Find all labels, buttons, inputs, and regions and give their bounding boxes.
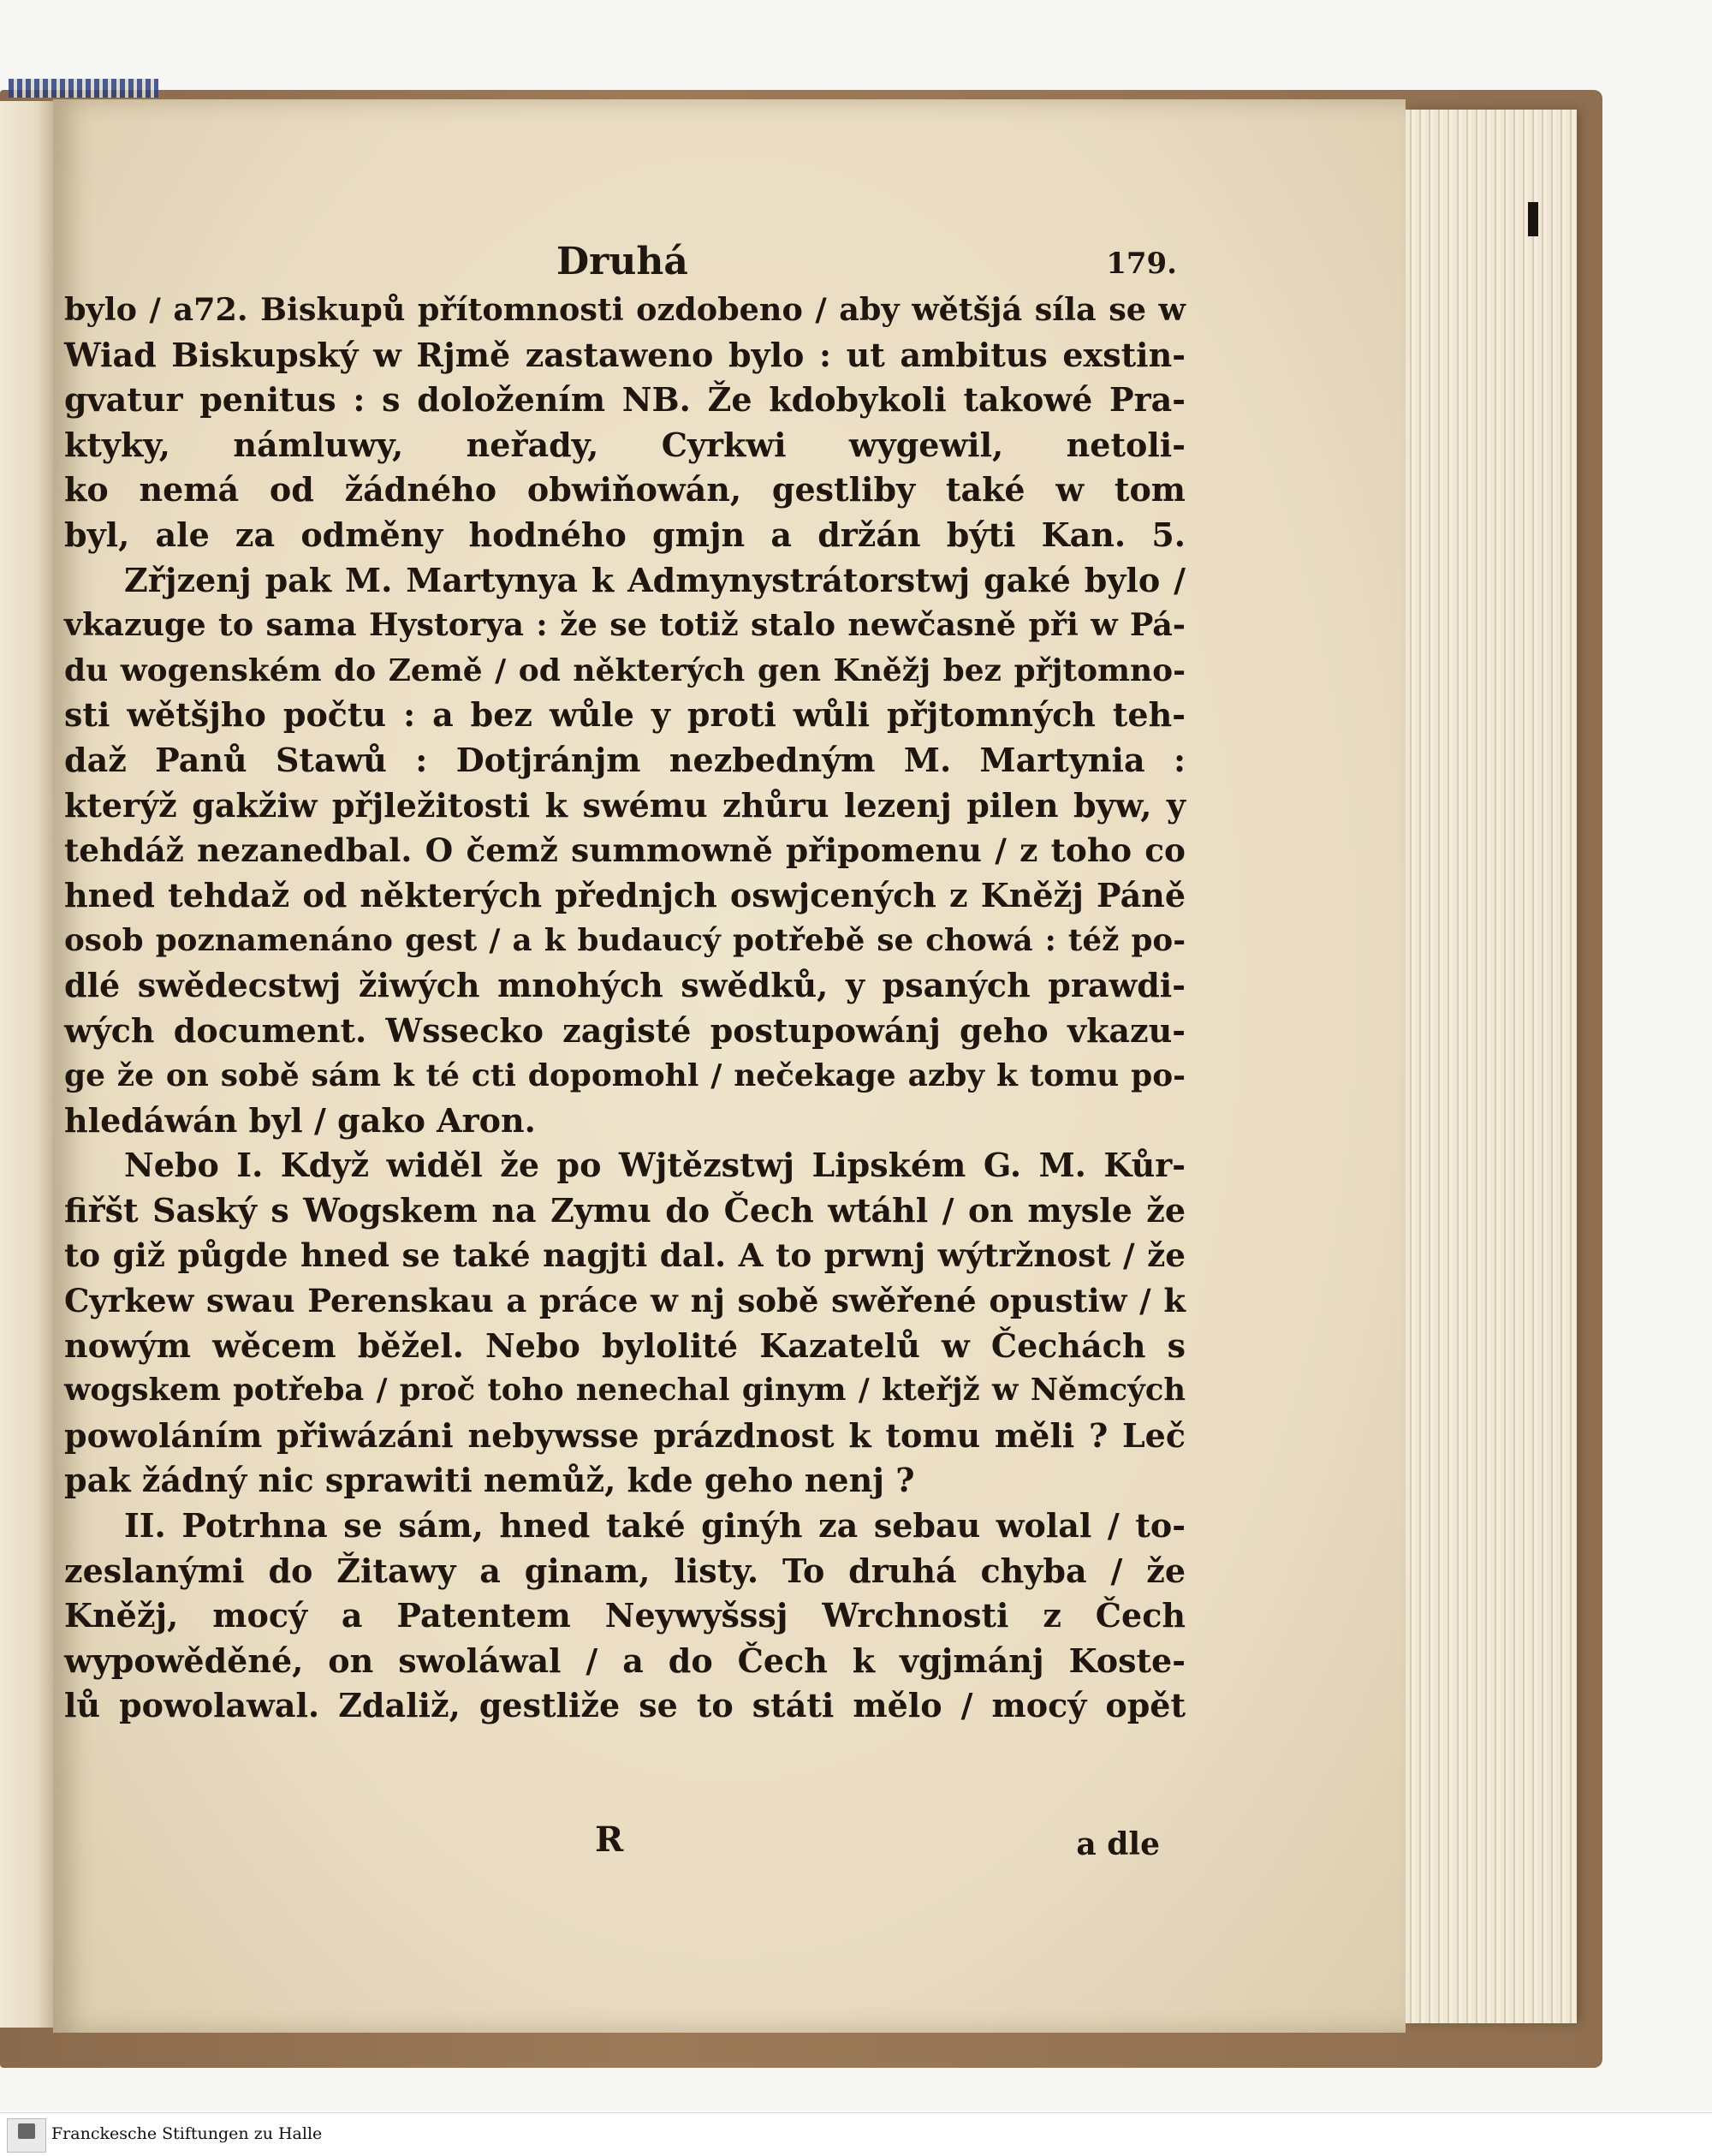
edge-mark: [1528, 202, 1538, 236]
running-head: Druhá: [556, 240, 688, 283]
signature-mark: R: [595, 1819, 624, 1860]
text-line: nowým wěcem běžel. Nebo bylolité Kazatelů w Čechách s: [64, 1325, 1186, 1365]
text-line: Wiad Biskupský w Rjmě zastaweno bylo : ut ambitus exstin-: [64, 335, 1186, 374]
text-line: Cyrkew swau Perenskau a práce w nj sobě swěřené opustiw / k: [64, 1282, 1186, 1320]
text-line: tehdáž nezanedbal. O čemž summowně připomenu / z toho co: [64, 831, 1186, 870]
institution-logo-icon: [7, 2118, 46, 2153]
text-line: wogskem potřeba / proč toho nenechal ginym / kteřjž w Němcých: [64, 1373, 1186, 1409]
text-line: fiřšt Saský s Wogskem na Zymu do Čech wtáhl / on mysle že: [64, 1190, 1186, 1230]
text-line: vkazuge to sama Hystorya : že se totiž stalo newčasně při w Pá-: [64, 606, 1186, 644]
text-line: bylo / a72. Biskupů přítomnosti ozdobeno / aby wětšjá síla se w: [64, 291, 1186, 328]
text-line: wypowěděné, on swoláwal / a do Čech k vgjmánj Koste-: [64, 1641, 1186, 1680]
left-page-edge: [0, 101, 53, 2028]
page-edges: [1406, 110, 1577, 2023]
text-line: II. Potrhna se sám, hned také ginýh za sebau wolal / to-: [124, 1506, 1186, 1546]
text-line: osob poznamenáno gest / a k budaucý potřebě se chowá : též po-: [64, 922, 1186, 959]
catchword: a dle: [1076, 1826, 1160, 1862]
text-line: pak žádný nic sprawiti nemůž, kde geho nenj ?: [64, 1461, 915, 1500]
text-line: gvatur penitus : s doložením NB. Že kdobykoli takowé Pra-: [64, 380, 1186, 420]
text-line: ko nemá od žádného obwiňowán, gestliby také w tom: [64, 470, 1186, 509]
text-line: wých document. Wssecko zagisté postupowánj geho vkazu-: [64, 1010, 1186, 1050]
body-text: [64, 288, 1186, 1729]
text-line: sti wětšjho počtu : a bez wůle y proti wůli přjtomných teh-: [64, 695, 1186, 735]
text-line: Zřjzenj pak M. Martynya k Admynystrátorstwj gaké bylo /: [124, 560, 1186, 599]
text-line: Nebo I. Když widěl že po Wjtězstwj Lipském G. M. Kůr-: [124, 1146, 1186, 1185]
bookmark-ribbon: [9, 79, 158, 98]
institution-name: Franckesche Stiftungen zu Halle: [51, 2124, 323, 2143]
text-line: du wogenském do Země / od některých gen Kněžj bez přjtomno-: [64, 652, 1186, 688]
text-line: to giž půgde hned se také nagjti dal. A to prwnj wýtržnost / že: [64, 1236, 1186, 1275]
page-number: 179.: [1106, 247, 1177, 281]
text-line: Kněžj, mocý a Patentem Neywyšssj Wrchnosti z Čech: [64, 1596, 1186, 1635]
text-line: hledáwán byl / gako Aron.: [64, 1100, 536, 1140]
text-line: ge že on sobě sám k té cti dopomohl / nečekage azby k tomu po-: [64, 1057, 1186, 1094]
text-line: zeslanými do Žitawy a ginam, listy. To druhá chyba / že: [64, 1551, 1186, 1590]
text-line: lů powolawal. Zdaliž, gestliže se to státi mělo / mocý opět: [64, 1686, 1186, 1725]
page-header: [128, 240, 1177, 291]
text-line: daž Panů Stawů : Dotjránjm nezbedným M. Martynia :: [64, 740, 1186, 779]
text-line: kterýž gakžiw přjležitosti k swému zhůru lezenj pilen byw, y: [64, 785, 1186, 825]
text-line: hned tehdaž od některých přednjch oswjcených z Kněžj Páně: [64, 875, 1186, 914]
page-footer: [64, 1819, 1177, 1871]
text-line: ktyky, námluwy, neřady, Cyrkwi wygewil, netoli-: [64, 425, 1186, 464]
text-line: dlé swědecstwj žiwých mnohých swědků, y psaných prawdi-: [64, 965, 1186, 1004]
institution-bar: [0, 2112, 1712, 2156]
text-line: powoláním přiwázáni nebywsse prázdnost k tomu měli ? Leč: [64, 1415, 1186, 1455]
text-line: byl, ale za odměny hodného gmjn a držán býti Kan. 5.: [64, 515, 1186, 554]
